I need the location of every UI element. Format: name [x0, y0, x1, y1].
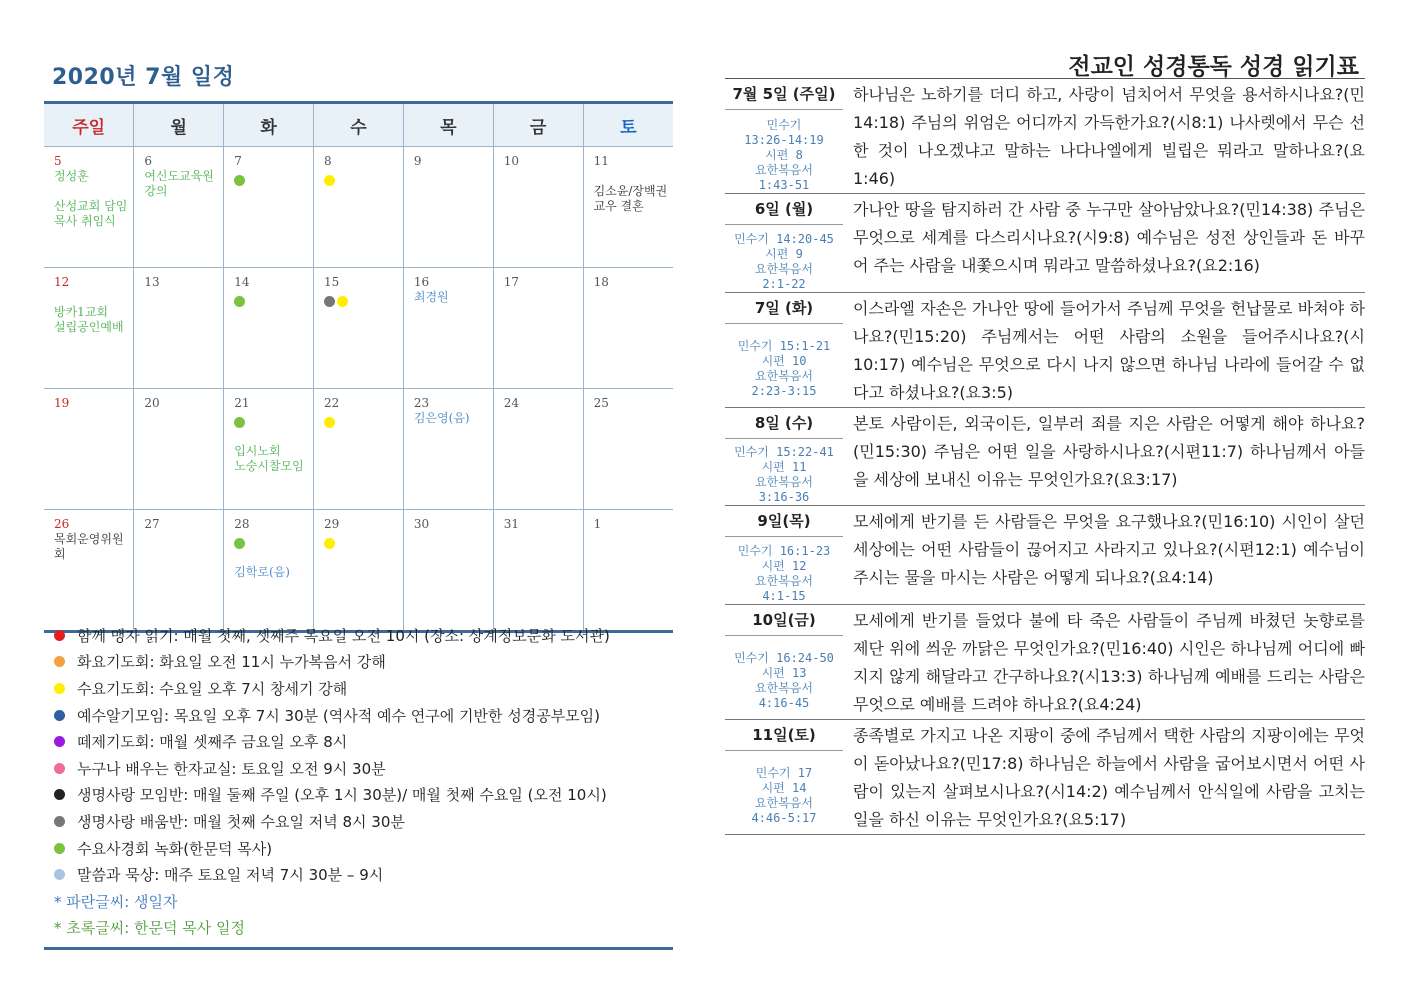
weekday-tue: 화: [224, 103, 314, 147]
reading-entry: [725, 720, 1365, 835]
day-number: 17: [503, 275, 519, 289]
legend-item: [44, 649, 673, 676]
reading-day: 11일(토): [725, 720, 843, 751]
event-dots: [234, 294, 313, 308]
reading-ref: 요한복음서: [755, 261, 813, 276]
reading-question: 가나안 땅을 탐지하러 간 사람 중 누구만 살아남았나요?(민14:38) 주님은 무엇으로 세계를 다스리시나요?(시9:8) 예수님은 성전 상인들과 돈 바꾸어 주는 사람을 내쫓으시며 뭐라고 말씀하셨나요?(요2:16): [853, 200, 1365, 275]
calendar-day: [44, 510, 134, 632]
day-event: 김학로(음): [234, 565, 290, 579]
calendar-day: [224, 147, 314, 268]
day-number: 25: [593, 396, 609, 410]
calendar-day: [493, 147, 583, 268]
legend-item: [44, 861, 673, 888]
reading-refs: [725, 225, 843, 292]
legend-dot: [54, 869, 65, 880]
day-event: 입시노회: [234, 444, 281, 458]
calendar-week: [44, 147, 673, 268]
day-event: 김은영(음): [413, 411, 470, 425]
reading-ref: 시편 9: [765, 246, 803, 261]
day-number: 8: [324, 154, 332, 168]
reading-ref: 시편 10: [761, 353, 807, 368]
schedule-legend: [44, 622, 673, 950]
reading-ref: 민수기 16:24-50: [734, 650, 834, 665]
weekday-sat: 토: [583, 103, 673, 147]
day-number: 31: [503, 517, 519, 531]
reading-ref: 요한복음서: [755, 795, 813, 810]
reading-entry: [725, 293, 1365, 408]
day-event: 목사 취임식: [54, 214, 116, 228]
legend-text: 떼제기도회: 매월 셋째주 금요일 오후 8시: [77, 733, 348, 752]
day-number: 1: [593, 517, 602, 531]
day-number: 28: [234, 517, 250, 531]
weekday-wed: 수: [314, 103, 404, 147]
event-dots: [324, 294, 403, 308]
day-number: 13: [144, 275, 160, 289]
day-event: 산성교회 담임: [54, 199, 128, 213]
legend-dot: [54, 683, 65, 694]
legend-text: 화요기도회: 화요일 오전 11시 누가복음서 강해: [77, 653, 386, 672]
reading-ref: 민수기 14:20-45: [734, 231, 834, 246]
reading-question: 하나님은 노하기를 더디 하고, 사랑이 넘치어서 무엇을 용서하시나요?(민14:18) 주님의 위엄은 어디까지 가득한가요?(시8:1) 나사렛에서 무슨 선한 것이 나오겠냐고 말하는 나다나엘에게 빌립은 뭐라고 말하나요?(요1:46): [853, 85, 1365, 188]
day-event: [234, 429, 313, 444]
calendar-day: [314, 147, 404, 268]
calendar-week: [44, 268, 673, 389]
day-event: 방카1교회: [54, 305, 109, 319]
event-dot: [234, 296, 245, 307]
weekday-mon: 월: [134, 103, 224, 147]
event-dots: [324, 415, 403, 429]
weekday-sun: 주일: [44, 103, 134, 147]
reading-date-col: [725, 605, 843, 719]
calendar-week: [44, 510, 673, 632]
reading-ref: 시편 14: [761, 780, 807, 795]
reading-refs: [725, 110, 843, 193]
day-number: 22: [324, 396, 340, 410]
day-number: 21: [234, 396, 250, 410]
calendar-day: [44, 268, 134, 389]
reading-refs: [725, 324, 843, 399]
day-number: 29: [324, 517, 340, 531]
calendar-day: [403, 268, 493, 389]
event-dots: [324, 536, 403, 550]
reading-entry: [725, 408, 1365, 507]
event-dot: [324, 538, 335, 549]
day-number: 20: [144, 396, 160, 410]
legend-text: 예수알기모임: 목요일 오후 7시 30분 (역사적 예수 연구에 기반한 성경공부모임): [77, 706, 601, 725]
reading-ref: 민수기 16:1-23: [737, 543, 831, 558]
reading-ref: 4:46-5:17: [751, 810, 817, 825]
day-event: 목회운영위원회: [54, 532, 124, 561]
reading-ref: 민수기 15:22-41: [734, 445, 834, 459]
reading-date-col: [725, 506, 843, 604]
event-dots: [234, 173, 313, 187]
reading-question: 이스라엘 자손은 가나안 땅에 들어가서 주님께 무엇을 헌납물로 바쳐야 하나요?(민15:20) 주님께서는 어떤 사람의 소원을 들어주시나요?(시10:17) 예수님은 무엇으로 다시 나지 않으면 하나님 나라에 들어갈 수 없다고 하셨나요?(요3:5): [853, 298, 1365, 402]
event-dot: [324, 175, 335, 186]
legend-dot: [54, 763, 65, 774]
day-number: 16: [413, 275, 430, 289]
reading-ref: 13:26-14:19: [744, 132, 824, 147]
reading-entry: [725, 194, 1365, 293]
day-number: 24: [503, 396, 519, 410]
legend-note-green: * 초록글씨: 한문덕 목사 일정: [54, 919, 246, 938]
reading-entry: [725, 605, 1365, 720]
reading-refs: [725, 537, 843, 604]
reading-ref: 요한복음서: [755, 573, 813, 588]
legend-dot: [54, 789, 65, 800]
day-event: 정성훈: [54, 169, 89, 183]
reading-ref: 민수기 17: [755, 765, 813, 780]
calendar-title: 2020년 7월 일정: [52, 65, 235, 90]
reading-ref: 시편 8: [765, 147, 803, 162]
day-event: 여신도교육원: [144, 169, 214, 183]
legend-item: [44, 835, 673, 862]
calendar-day: [403, 389, 493, 510]
day-event: [54, 290, 133, 305]
legend-text: 생명사랑 모임반: 매월 둘째 주일 (오후 1시 30분)/ 매월 첫째 수요일 (오전 10시): [77, 786, 607, 805]
day-event: [594, 169, 673, 184]
reading-date-col: [725, 79, 843, 193]
event-dots: [234, 536, 313, 550]
reading-ref: 2:1-22: [762, 276, 806, 291]
day-event: [234, 550, 313, 565]
reading-ref: 민수기: [766, 117, 802, 132]
day-event: 최경원: [413, 290, 449, 304]
reading-ref: 3:16-36: [758, 490, 810, 504]
reading-ref: 시편 11: [761, 460, 807, 474]
reading-ref: 1:43-51: [758, 177, 810, 192]
reading-day: 6일 (월): [725, 194, 843, 225]
calendar-day: [583, 268, 673, 389]
day-number: 19: [54, 396, 70, 410]
reading-question: 모세에게 반기를 든 사람들은 무엇을 요구했나요?(민16:10) 시인이 살던 세상에는 어떤 사람들이 끊어지고 사라지고 있나요?(시편12:1) 예수님이 주시는 물을 마시는 사람은 어떻게 되나요?(요4:14): [853, 512, 1365, 587]
calendar-day: [493, 389, 583, 510]
day-number: 10: [503, 154, 519, 168]
reading-ref: 4:1-15: [762, 588, 806, 603]
reading-refs: [725, 751, 843, 826]
day-event: 김소윤/장백권: [593, 184, 668, 198]
calendar-day: [493, 268, 583, 389]
weekday-thu: 목: [403, 103, 493, 147]
legend-dot: [54, 710, 65, 721]
calendar-table: [44, 101, 673, 633]
legend-item: [44, 675, 673, 702]
day-number: 27: [144, 517, 160, 531]
legend-text: 함께 맹자 읽기: 매월 첫째, 셋째주 목요일 오전 10시 (장소: 상계정보문화 도서관): [77, 626, 610, 645]
reading-ref: 2:23-3:15: [751, 383, 817, 398]
reading-day: 10일(금): [725, 605, 843, 636]
day-number: 5: [54, 154, 62, 168]
day-number: 14: [234, 275, 250, 289]
day-number: 7: [234, 154, 242, 168]
reading-date-col: [725, 720, 843, 834]
day-number: 26: [54, 517, 70, 531]
event-dot: [234, 175, 245, 186]
legend-item: [44, 782, 673, 809]
calendar-day: [224, 268, 314, 389]
legend-dot: [54, 736, 65, 747]
reading-day: 8일 (수): [725, 408, 843, 439]
day-number: 6: [144, 154, 152, 168]
reading-refs: [725, 439, 843, 506]
calendar-day: [134, 389, 224, 510]
reading-day: 9일(목): [725, 506, 843, 537]
reading-title: 전교인 성경통독 성경 읽기표: [1068, 54, 1359, 80]
reading-entry: [725, 79, 1365, 194]
legend-text: 누구나 배우는 한자교실: 토요일 오전 9시 30분: [77, 759, 386, 778]
legend-item: [44, 808, 673, 835]
reading-refs: [725, 636, 843, 711]
calendar-day: [44, 147, 134, 268]
reading-ref: 요한복음서: [755, 475, 813, 489]
reading-day: 7일 (화): [725, 293, 843, 324]
weekday-header: [44, 103, 673, 147]
day-number: 30: [413, 517, 430, 531]
reading-date-col: [725, 293, 843, 407]
legend-dot: [54, 816, 65, 827]
reading-ref: 민수기 15:1-21: [737, 338, 831, 353]
calendar-day: [134, 147, 224, 268]
day-event: 설립공인예배: [54, 320, 124, 334]
day-event: [54, 184, 133, 199]
calendar-day: [583, 147, 673, 268]
day-event: 노숭시찰모임: [234, 459, 304, 473]
legend-text: 생명사랑 배움반: 매월 첫째 수요일 저녁 8시 30분: [77, 812, 405, 831]
reading-ref: 요한복음서: [755, 680, 813, 695]
day-event: 교우 결혼: [593, 199, 644, 213]
legend-item: [44, 622, 673, 649]
calendar-day: [134, 268, 224, 389]
legend-dot: [54, 630, 65, 641]
calendar-day: [403, 510, 493, 632]
legend-text: 수요사경회 녹화(한문덕 목사): [77, 839, 273, 858]
reading-day: 7월 5일 (주일): [725, 79, 843, 110]
reading-date-col: [725, 194, 843, 292]
weekday-fri: 금: [493, 103, 583, 147]
reading-ref: 시편 12: [761, 558, 807, 573]
calendar-day: [314, 268, 404, 389]
day-number: 15: [324, 275, 340, 289]
day-event: 강의: [144, 184, 168, 198]
day-number: 18: [593, 275, 609, 289]
reading-date-col: [725, 408, 843, 506]
reading-question: 본토 사람이든, 외국이든, 일부러 죄를 지은 사람은 어떻게 해야 하나요?(민15:30) 주님은 어떤 일을 사랑하시나요?(시편11:7) 하나님께서 아들을 세상에 보내신 이유는 무엇인가요?(요3:17): [853, 413, 1365, 489]
calendar-day: [224, 389, 314, 510]
legend-item: [44, 728, 673, 755]
reading-question: 종족별로 가지고 나온 지팡이 중에 주님께서 택한 사람의 지팡이에는 무엇이 돋아났나요?(민17:8) 하나님은 하늘에서 사람을 굽어보시면서 어떤 사람이 있는지 살펴보시나요?(시14:2) 예수님께서 안식일에 사람을 고치는 일을 하신 이유는 무엇인가요?(요5:17): [853, 725, 1365, 829]
reading-ref: 시편 13: [761, 665, 807, 680]
calendar-day: [314, 389, 404, 510]
legend-item: [44, 702, 673, 729]
reading-entry: [725, 506, 1365, 605]
calendar-day: [224, 510, 314, 632]
calendar-day: [314, 510, 404, 632]
calendar-day: [583, 510, 673, 632]
reading-ref: 요한복음서: [755, 368, 813, 383]
event-dot: [324, 296, 335, 307]
event-dot: [234, 417, 245, 428]
calendar-week: [44, 389, 673, 510]
legend-text: 말씀과 묵상: 매주 토요일 저녁 7시 30분 – 9시: [77, 866, 384, 885]
reading-question: 모세에게 반기를 들었다 불에 타 죽은 사람들이 주님께 바쳤던 놋향로를 제단 위에 씌운 까닭은 무엇인가요?(민16:40) 시인은 하나님께 어디에 빠지지 않게 해달라고 간구하나요?(시13:3) 하나님께 예배를 드리는 사람은 무엇으로 예배를 드려야 하나요?(요4:24): [853, 610, 1365, 714]
reading-ref: 요한복음서: [755, 162, 813, 177]
event-dot: [324, 417, 335, 428]
legend-item: [44, 755, 673, 782]
legend-text: 수요기도회: 수요일 오후 7시 창세기 강해: [77, 679, 348, 698]
calendar-day: [44, 389, 134, 510]
event-dots: [234, 415, 313, 429]
calendar-day: [493, 510, 583, 632]
event-dot: [337, 296, 348, 307]
event-dots: [324, 173, 403, 187]
day-number: 12: [54, 275, 70, 289]
day-number: 23: [413, 396, 430, 410]
calendar-day: [134, 510, 224, 632]
calendar-day: [583, 389, 673, 510]
legend-dot: [54, 656, 65, 667]
day-number: 9: [413, 154, 422, 168]
legend-dot: [54, 843, 65, 854]
legend-note-blue: * 파란글씨: 생일자: [54, 892, 178, 911]
calendar-day: [403, 147, 493, 268]
event-dot: [234, 538, 245, 549]
reading-table: [725, 78, 1365, 835]
day-number: 11: [593, 154, 609, 168]
reading-ref: 4:16-45: [758, 695, 810, 710]
